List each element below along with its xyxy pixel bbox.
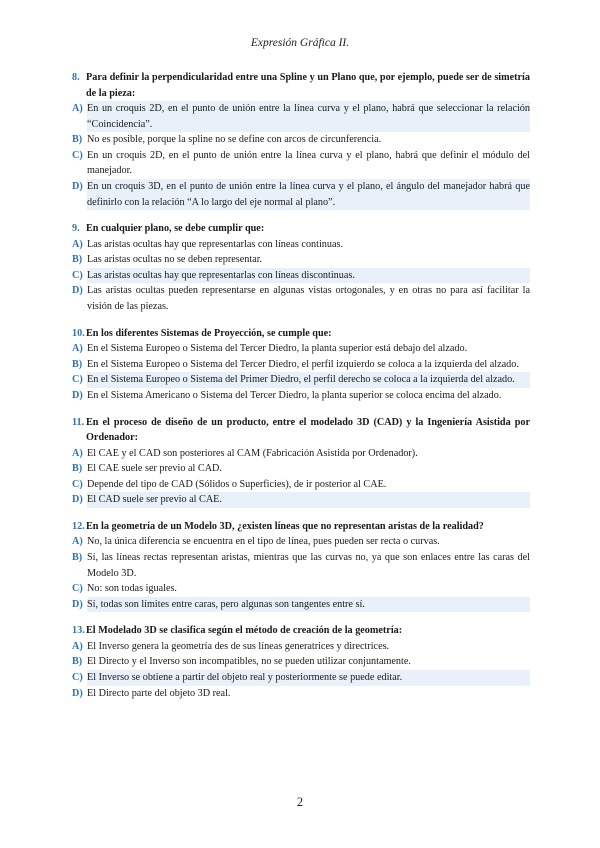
option-text: Las aristas ocultas hay que representarlas con líneas discontinuas. [87,268,530,284]
answer-option [72,597,530,613]
option-text: El Inverso se obtiene a partir del objeto real y posteriormente se puede editar. [87,670,530,686]
question-block [72,623,530,701]
answer-option [72,639,530,655]
answer-option [72,477,530,493]
page-number: 2 [296,795,304,809]
option-letter: A) [72,640,83,652]
answer-option [72,534,530,550]
question-text: Para definir la perpendicularidad entre una Spline y un Plano que, por ejemplo, puede ser de simetría de la pieza: [86,72,530,99]
question-text: En cualquier plano, se debe cumplir que: [86,223,265,235]
answer-option [72,268,530,284]
option-text: En el Sistema Europeo o Sistema del Primer Diedro, el perfil derecho se coloca a la izquierda del alzado. [87,372,530,388]
option-letter: B) [72,134,83,146]
option-text: Depende del tipo de CAD (Sólidos o Superficies), de ir posterior al CAE. [87,478,387,490]
option-letter: D) [72,389,83,401]
page-header: Expresión Gráfica II. [250,37,350,49]
option-letter: D) [72,687,83,699]
option-text: El CAD suele ser previo al CAE. [87,492,530,508]
option-letter: C) [72,149,83,161]
option-letter: C) [72,672,83,684]
option-text: Sí, las líneas rectas representan aristas, mientras que las curvas no, ya que son enlaces entre las caras del Modelo 3D. [87,551,530,579]
question-text: En la geometría de un Modelo 3D, ¿existen líneas que no representan aristas de la realidad? [86,520,484,532]
answer-option [72,148,530,179]
question-list [72,70,530,712]
option-letter: B) [72,358,83,370]
option-letter: A) [72,238,83,250]
option-letter: C) [72,269,83,281]
question-number: 11. [72,416,85,428]
answer-option [72,461,530,477]
option-letter: B) [72,463,83,475]
question-stem [72,326,530,342]
option-letter: B) [72,254,83,266]
option-text: No, la única diferencia se encuentra en el tipo de línea, pues pueden ser recta o curvas. [87,536,440,548]
question-text: En el proceso de diseño de un producto, entre el modelado 3D (CAD) y la Ingeniería Asistida por Ordenador: [86,416,530,443]
option-text: Sí, todas son límites entre caras, pero algunas son tangentes entre sí. [87,597,530,613]
question-stem [72,623,530,639]
answer-option [72,237,530,253]
answer-option [72,252,530,268]
option-letter: A) [72,343,83,355]
question-stem [72,221,530,237]
option-text: El CAE suele ser previo al CAD. [87,463,222,475]
answer-option [72,550,530,581]
option-letter: A) [72,103,83,114]
option-text: El CAE y el CAD son posteriores al CAM (Fabricación Asistida por Ordenador). [87,447,418,459]
answer-option [72,492,530,508]
answer-option [72,446,530,462]
answer-option [72,686,530,702]
option-letter: B) [72,551,83,563]
option-letter: D) [72,285,83,297]
option-text: Las aristas ocultas hay que representarlas con líneas continuas. [87,238,344,250]
option-text: No: son todas iguales. [87,583,177,595]
question-number: 12. [72,520,85,532]
option-letter: D) [72,494,83,506]
answer-option [72,654,530,670]
question-block [72,70,530,210]
answer-option [72,132,530,148]
option-text: El Directo parte del objeto 3D real. [87,687,231,699]
question-block [72,326,530,404]
question-stem [72,70,530,101]
answer-option [72,357,530,373]
option-text: El Directo y el Inverso son incompatibles, no se pueden utilizar conjuntamente. [87,656,411,668]
option-text: El Inverso genera la geometría des de sus líneas generatrices y directrices. [87,640,390,652]
option-letter: A) [72,447,83,459]
option-text: En el Sistema Europeo o Sistema del Tercer Diedro, la planta superior está debajo del alzado. [87,343,468,355]
question-block [72,415,530,508]
answer-option [72,179,530,210]
question-number: 10. [72,327,85,339]
option-letter: C) [72,374,83,386]
option-text: En el Sistema Europeo o Sistema del Tercer Diedro, el perfil izquierdo se coloca a la izquierda del alzado. [87,358,519,370]
answer-option [72,372,530,388]
question-text: En los diferentes Sistemas de Proyección, se cumple que: [86,327,332,339]
answer-option [72,670,530,686]
question-number: 13. [72,625,85,637]
option-text: En un croquis 2D, en el punto de unión entre la línea curva y el plano, habrá que seleccionar la relación “Coincidencia”. [87,101,530,132]
option-letter: C) [72,478,83,490]
answer-option [72,341,530,357]
question-block [72,519,530,612]
option-text: No es posible, porque la spline no se define con arcos de circunferencia. [87,134,382,146]
answer-option [72,101,530,132]
question-text: El Modelado 3D se clasifica según el método de creación de la geometría: [86,625,403,637]
option-text: En el Sistema Americano o Sistema del Tercer Diedro, la planta superior se coloca encima del alzado. [87,389,502,401]
question-number: 8. [72,72,80,83]
option-text: Las aristas ocultas no se deben representar. [87,254,263,266]
option-letter: A) [72,536,83,548]
option-letter: D) [72,598,83,610]
option-letter: D) [72,180,83,192]
answer-option [72,283,530,314]
answer-option [72,388,530,404]
question-number: 9. [72,223,80,235]
question-stem [72,415,530,446]
option-text: En un croquis 3D, en el punto de unión entre la línea curva y el plano, el ángulo del manejador habrá que definirlo con la relación “A lo largo del eje normal al plano”. [87,179,530,210]
option-letter: B) [72,656,83,668]
option-letter: C) [72,583,83,595]
question-stem [72,519,530,535]
option-text: En un croquis 2D, en el punto de unión entre la línea curva y el plano, habrá que definir el módulo del manejador. [87,149,530,177]
answer-option [72,581,530,597]
option-text: Las aristas ocultas pueden representarse en algunas vistas ortogonales, y en otras no para así facilitar la visión de las piezas. [87,285,530,313]
question-block [72,221,530,314]
